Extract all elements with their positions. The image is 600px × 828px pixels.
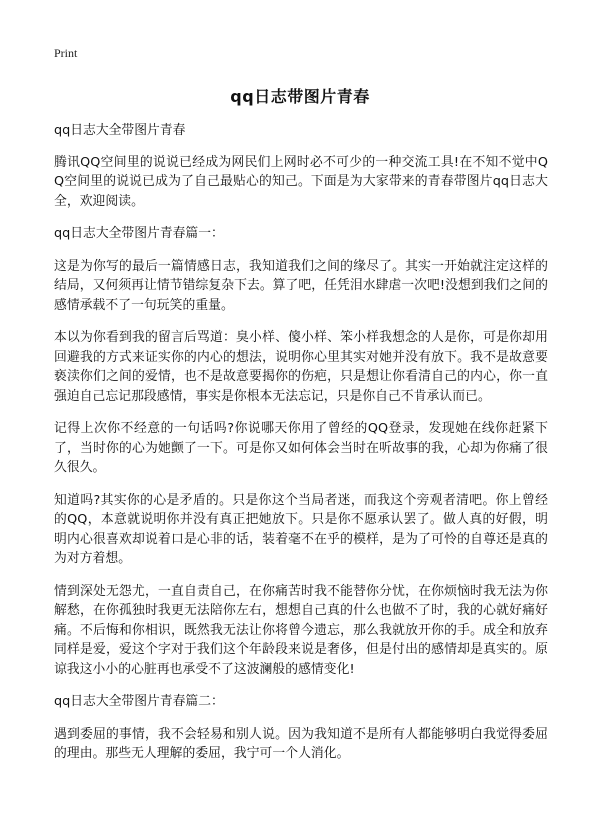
section-subhead-part-one: qq日志大全带图片青春篇一： xyxy=(54,226,224,241)
section-subhead-part-two: qq日志大全带图片青春篇二： xyxy=(54,694,224,709)
paragraph-1: 这是为你写的最后一篇情感日志，我知道我们之间的缘尽了。其实一开始就注定这样的结局，又何须再让情节错综复杂下去。算了吧，任凭泪水肆虐一次吧!没想到我们之间的感情承载不了一句玩笑的重量。 xyxy=(54,258,548,313)
paragraph-6: 遇到委屈的事情，我不会轻易和别人说。因为我知道不是所有人都能够明白我觉得委屈的理由。那些无人理解的委屈，我宁可一个人消化。 xyxy=(54,726,548,761)
paragraph-intro: 腾讯QQ空间里的说说已经成为网民们上网时必不可少的一种交流工具!在不知不觉中QQ空间里的说说已成为了自己最贴心的知己。下面是为大家带来的青春带图片qq日志大全，欢迎阅读。 xyxy=(54,154,548,209)
paragraph-5: 情到深处无怨尤，一直自责自己，在你痛苦时我不能替你分忧，在你烦恼时我无法为你解愁，在你孤独时我更无法陪你左右，想想自己真的什么也做不了时，我的心就好痛好痛。不后悔和你相识，既然我无法让你将曾今遗忘，那么我就放开你的手。成全和放弃同样是爱，爱这个字对于我们这个年龄段来说是奢侈，但是付出的感情却是真实的。原谅我这小小的心脏再也承受不了这波澜般的感情变化! xyxy=(54,583,548,677)
print-link[interactable]: Print xyxy=(54,46,78,60)
page-title: qq日志带图片青春 xyxy=(230,87,370,106)
section-subhead-intro: qq日志大全带图片青春 xyxy=(54,123,186,138)
paragraph-3: 记得上次你不经意的一句话吗?你说哪天你用了曾经的QQ登录，发现她在线你赶紧下了，当时你的心为她颤了一下。可是你又如何体会当时在听故事的我，心却为你痛了很久很久。 xyxy=(54,421,548,475)
paragraph-4: 知道吗?其实你的心是矛盾的。只是你这个当局者迷，而我这个旁观者清吧。你上曾经的QQ，本意就说明你并没有真正把她放下。只是你不愿承认罢了。做人真的好假，明明内心很喜欢却说着口是心非的话，装着毫不在乎的模样，是为了可怜的自尊还是真的为对方着想。 xyxy=(54,492,548,566)
paragraph-2: 本以为你看到我的留言后骂道：臭小样、傻小样、笨小样我想念的人是你，可是你却用回避我的方式来证实你的内心的想法，说明你心里其实对她并没有放下。我不是故意要亵渎你们之间的爱情，也不是故意要揭你的伤疤，只是想让你看清自己的内心，你一直强迫自己忘记那段感情，事实是你根本无法忘记，只是你自己不肯承认而已。 xyxy=(54,330,548,404)
article-body xyxy=(54,121,548,764)
